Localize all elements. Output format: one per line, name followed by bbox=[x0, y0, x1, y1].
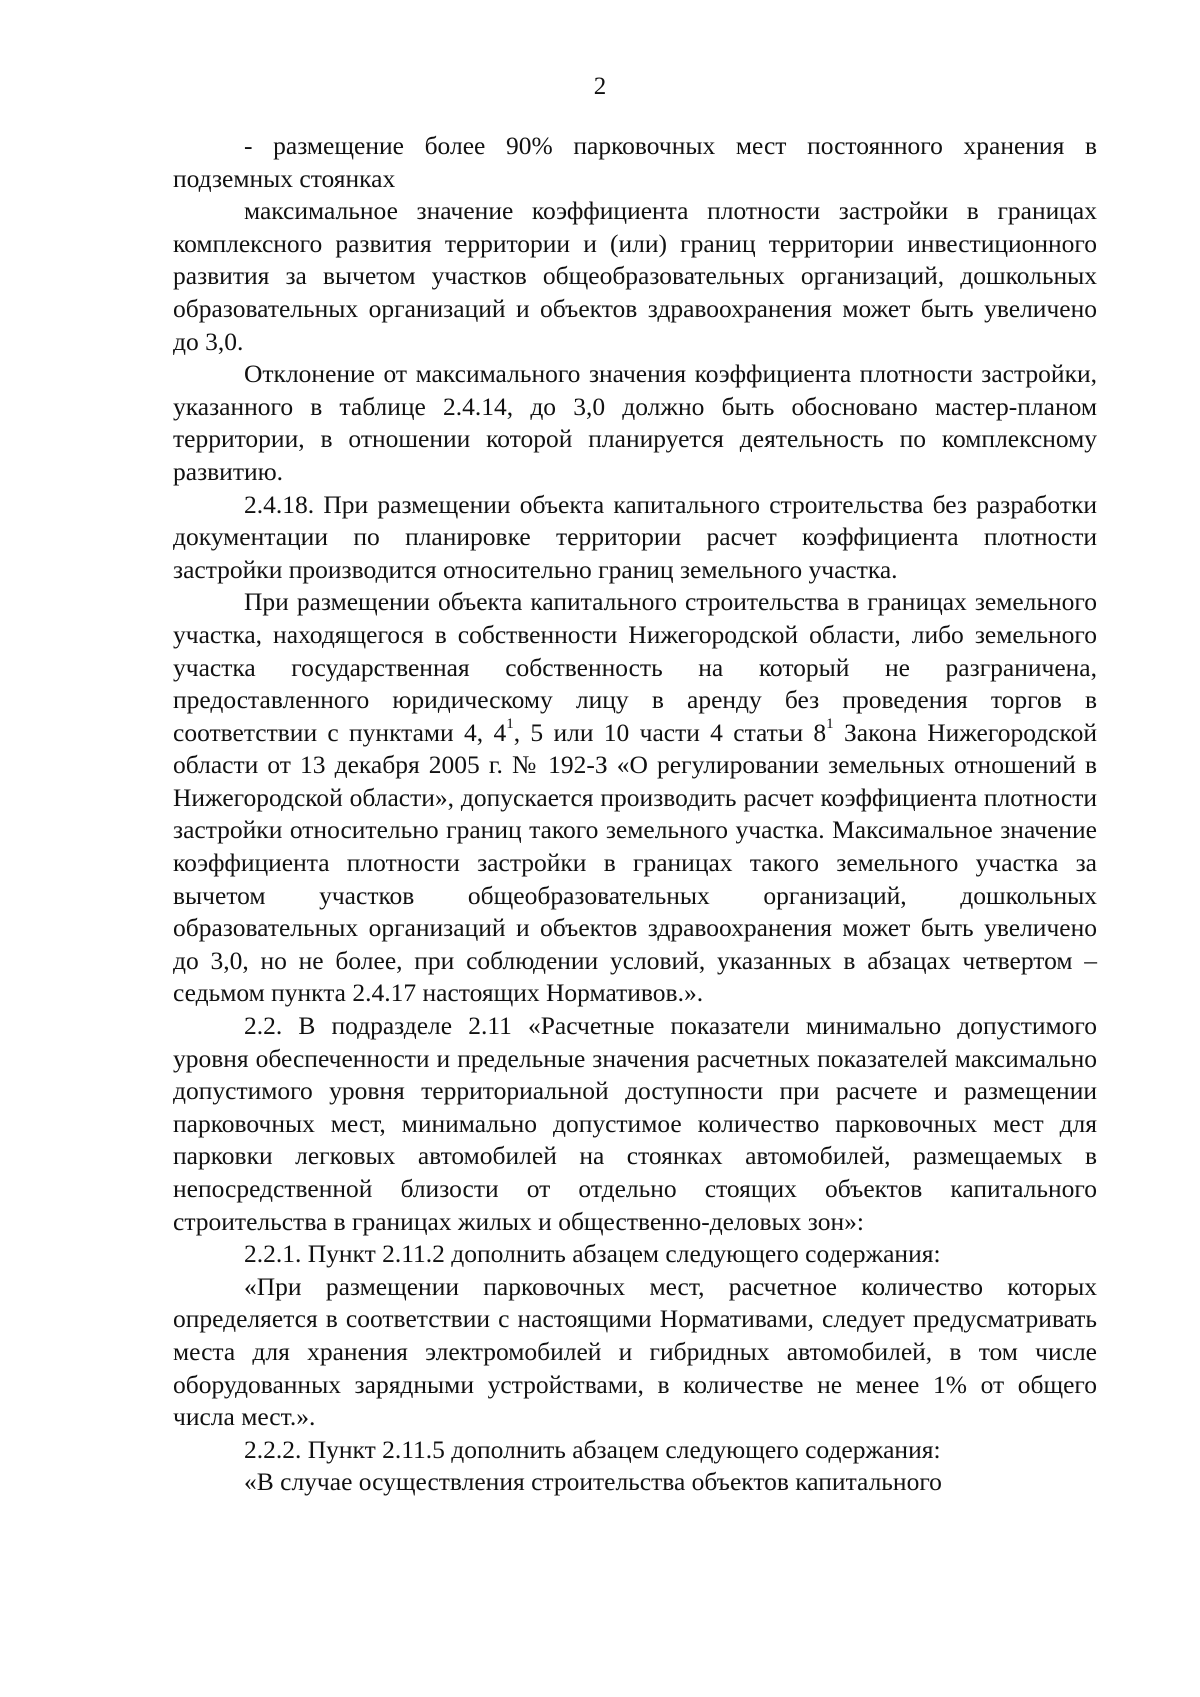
paragraph-construction-quote-start: «В случае осуществления строительства объектов капитального bbox=[244, 1467, 942, 1497]
paragraph-2-4-18: 2.4.18. При размещении объекта капитального строительства без разработки документации по планировке территории расчет коэффициента плотности застройки производится относительно границ земельного участка. bbox=[173, 489, 1097, 584]
page-number: 2 bbox=[593, 73, 607, 100]
paragraph-part-b: , 5 или 10 части 4 статьи 8 bbox=[513, 717, 827, 747]
document-body bbox=[173, 130, 1097, 1499]
superscript-2: 1 bbox=[826, 716, 834, 733]
paragraph-2-2-subsection-2-11: 2.2. В подразделе 2.11 «Расчетные показатели минимально допустимого уровня обеспеченности и предельные значения расчетных показателей максимально допустимого уровня территориальной доступности при расчете и размещении парковочных мест, минимально допустимое количество парковочных мест для парковки легковых автомобилей на стоянках автомобилей, размещаемых в непосредственной близости от отдельно стоящих объектов капитального строительства в границах жилых и общественно-деловых зон»: bbox=[173, 1011, 1097, 1236]
paragraph-part-a: При размещении объекта капитального строительства в границах земельного участка, находящегося в собственности Нижегородской области, либо земельного участка государственная собственность на который не разграничена, предоставленного юридическому лицу в аренду без проведения торгов в соответствии с пунктами 4, 4 bbox=[173, 587, 1097, 747]
paragraph-2-2-1: 2.2.1. Пункт 2.11.2 дополнить абзацем следующего содержания: bbox=[244, 1239, 941, 1269]
paragraph-electric-vehicles-quote: «При размещении парковочных мест, расчетное количество которых определяется в соответствии с настоящими Нормативами, следует предусматривать места для хранения электромобилей и гибридных автомобилей, в том числе оборудованных зарядными устройствами, в количестве не менее 1% от общего числа мест.». bbox=[173, 1271, 1097, 1432]
paragraph-bullet-underground-parking: - размещение более 90% парковочных мест постоянного хранения в подземных стоянках bbox=[173, 131, 1097, 193]
paragraph-part-c: Закона Нижегородской области от 13 декабря 2005 г. № 192-З «О регулировании земельных отношений в Нижегородской области», допускается производить расчет коэффициента плотности застройки относительно границ такого земельного участка. Максимальное значение коэффициента плотности застройки в границах такого земельного участка за вычетом участков общеобразовательных организаций, дошкольных образовательных организаций и объектов здравоохранения может быть увеличено до 3,0, но не более, при соблюдении условий, указанных в абзацах четвертом – седьмом пункта 2.4.17 настоящих Нормативов.». bbox=[173, 717, 1097, 1008]
paragraph-2-2-2: 2.2.2. Пункт 2.11.5 дополнить абзацем следующего содержания: bbox=[244, 1434, 941, 1464]
paragraph-land-plot-placement bbox=[173, 586, 1097, 1010]
superscript-1: 1 bbox=[506, 716, 514, 733]
paragraph-max-density-coefficient: максимальное значение коэффициента плотности застройки в границах комплексного развития территории и (или) границ территории инвестиционного развития за вычетом участков общеобразовательных организаций, дошкольных образовательных организаций и объектов здравоохранения может быть увеличено до 3,0. bbox=[173, 196, 1097, 356]
paragraph-deviation-master-plan: Отклонение от максимального значения коэффициента плотности застройки, указанного в таблице 2.4.14, до 3,0 должно быть обосновано мастер-планом территории, в отношении которой планируется деятельность по комплексному развитию. bbox=[173, 359, 1097, 486]
